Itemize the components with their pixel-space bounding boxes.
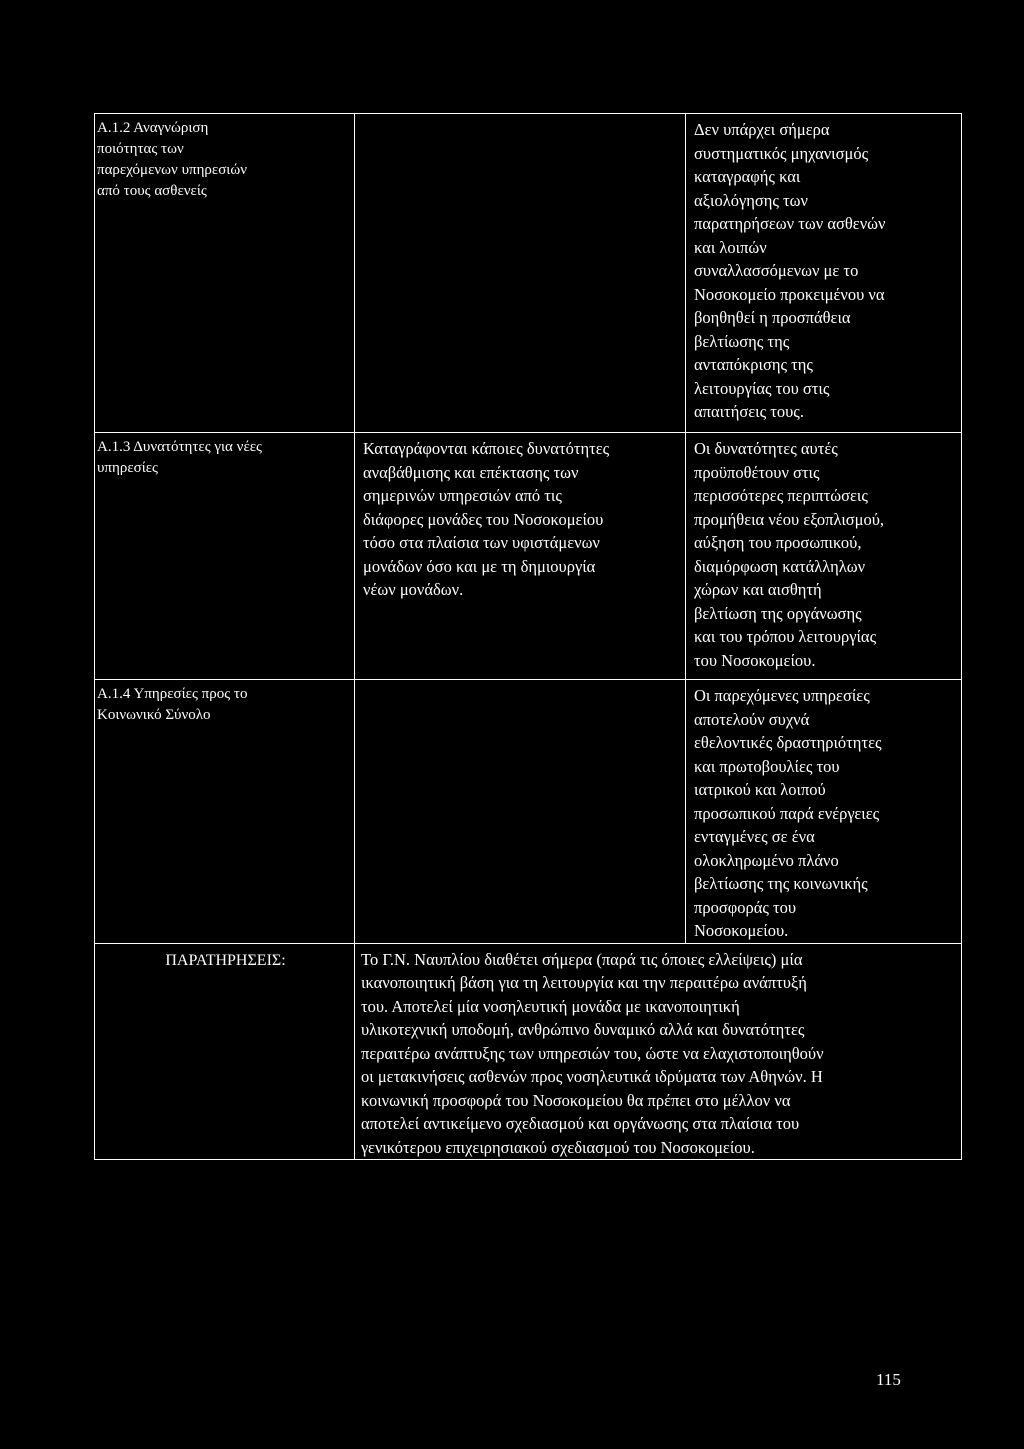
description-cell (355, 114, 686, 433)
description-a13: Καταγράφονται κάποιες δυνατότητες αναβάθμισης και επέκτασης των σημερινών υπηρεσιών από τις διάφορες μονάδες του Νοσοκομείου τόσο στα πλαίσια των υφιστάμενων μονάδων όσο και με τη δημιουργία νέων μονάδων. (363, 439, 610, 599)
remark-a14: Οι παρεχόμενες υπηρεσίες αποτελούν συχνά εθελοντικές δραστηριότητες και πρωτοβουλίες του ιατρικού και λοιπού προσωπικού παρά ενέργειες ενταγμένες σε ένα ολοκληρωμένο πλάνο βελτίωσης της κοινωνικής προσφοράς του Νοσοκομείου. (694, 686, 882, 940)
remark-cell (686, 433, 962, 680)
description-a12 (355, 114, 685, 118)
description-cell (355, 433, 686, 680)
remarks-label: ΠΑΡΑΤΗΡΗΣΕΙΣ: (165, 951, 286, 969)
remark-cell (686, 114, 962, 433)
page-number: 115 (876, 1370, 901, 1389)
table-row (95, 114, 962, 433)
row-label-a14: Α.1.4 Υπηρεσίες προς το Κοινωνικό Σύνολο (97, 686, 248, 723)
remarks-row (95, 943, 962, 1160)
remark-a12: Δεν υπάρχει σήμερα συστηματικός μηχανισμός καταγραφής και αξιολόγησης των παρατηρήσεων των ασθενών και λοιπών συναλλασσόμενων με το Νοσοκομείο προκειμένου να βοηθηθεί η προσπάθεια βελτίωσης της ανταπόκρισης της λειτουργίας του στις απαιτήσεις τους. (694, 120, 886, 421)
remark-cell (686, 680, 962, 944)
assessment-table (94, 113, 962, 1160)
description-cell (355, 680, 686, 944)
description-a14 (355, 680, 685, 684)
table-row (95, 433, 962, 680)
row-label-a12: Α.1.2 Αναγνώριση ποιότητας των παρεχόμενων υπηρεσιών από τους ασθενείς (97, 120, 247, 199)
remarks-body-cell (355, 943, 962, 1160)
row-label-a13: Α.1.3 Δυνατότητες για νέες υπηρεσίες (97, 439, 262, 476)
row-label-cell (95, 680, 355, 944)
remark-a13: Οι δυνατότητες αυτές προϋποθέτουν στις περισσότερες περιπτώσεις προμήθεια νέου εξοπλισμού, αύξηση του προσωπικού, διαμόρφωση κατάλληλων χώρων και αισθητή βελτίωση της οργάνωσης και του τρόπου λειτουργίας του Νοσοκομείου. (694, 439, 885, 670)
table-row (95, 680, 962, 944)
remarks-label-cell (95, 943, 355, 1160)
remarks-text: Το Γ.Ν. Ναυπλίου διαθέτει σήμερα (παρά τις όποιες ελλείψεις) μία ικανοποιητική βάση για τη λειτουργία και την περαιτέρω ανάπτυξή του. Αποτελεί μία νοσηλευτική μονάδα με ικανοποιητική υλικοτεχνική υποδομή, ανθρώπινο δυναμικό αλλά και δυνατότητες περαιτέρω ανάπτυξης των υπηρεσιών του, ώστε να ελαχιστοποιηθούν οι μετακινήσεις ασθενών προς νοσηλευτικά ιδρύματα των Αθηνών. Η κοινωνική προσφορά του Νοσοκομείου θα πρέπει στο μέλλον να αποτελεί αντικείμενο σχεδιασμού και οργάνωσης στα πλαίσια του γενικότερου επιχειρησιακού σχεδιασμού του Νοσοκομείου. (361, 949, 824, 1157)
row-label-cell (95, 114, 355, 433)
row-label-cell (95, 433, 355, 680)
